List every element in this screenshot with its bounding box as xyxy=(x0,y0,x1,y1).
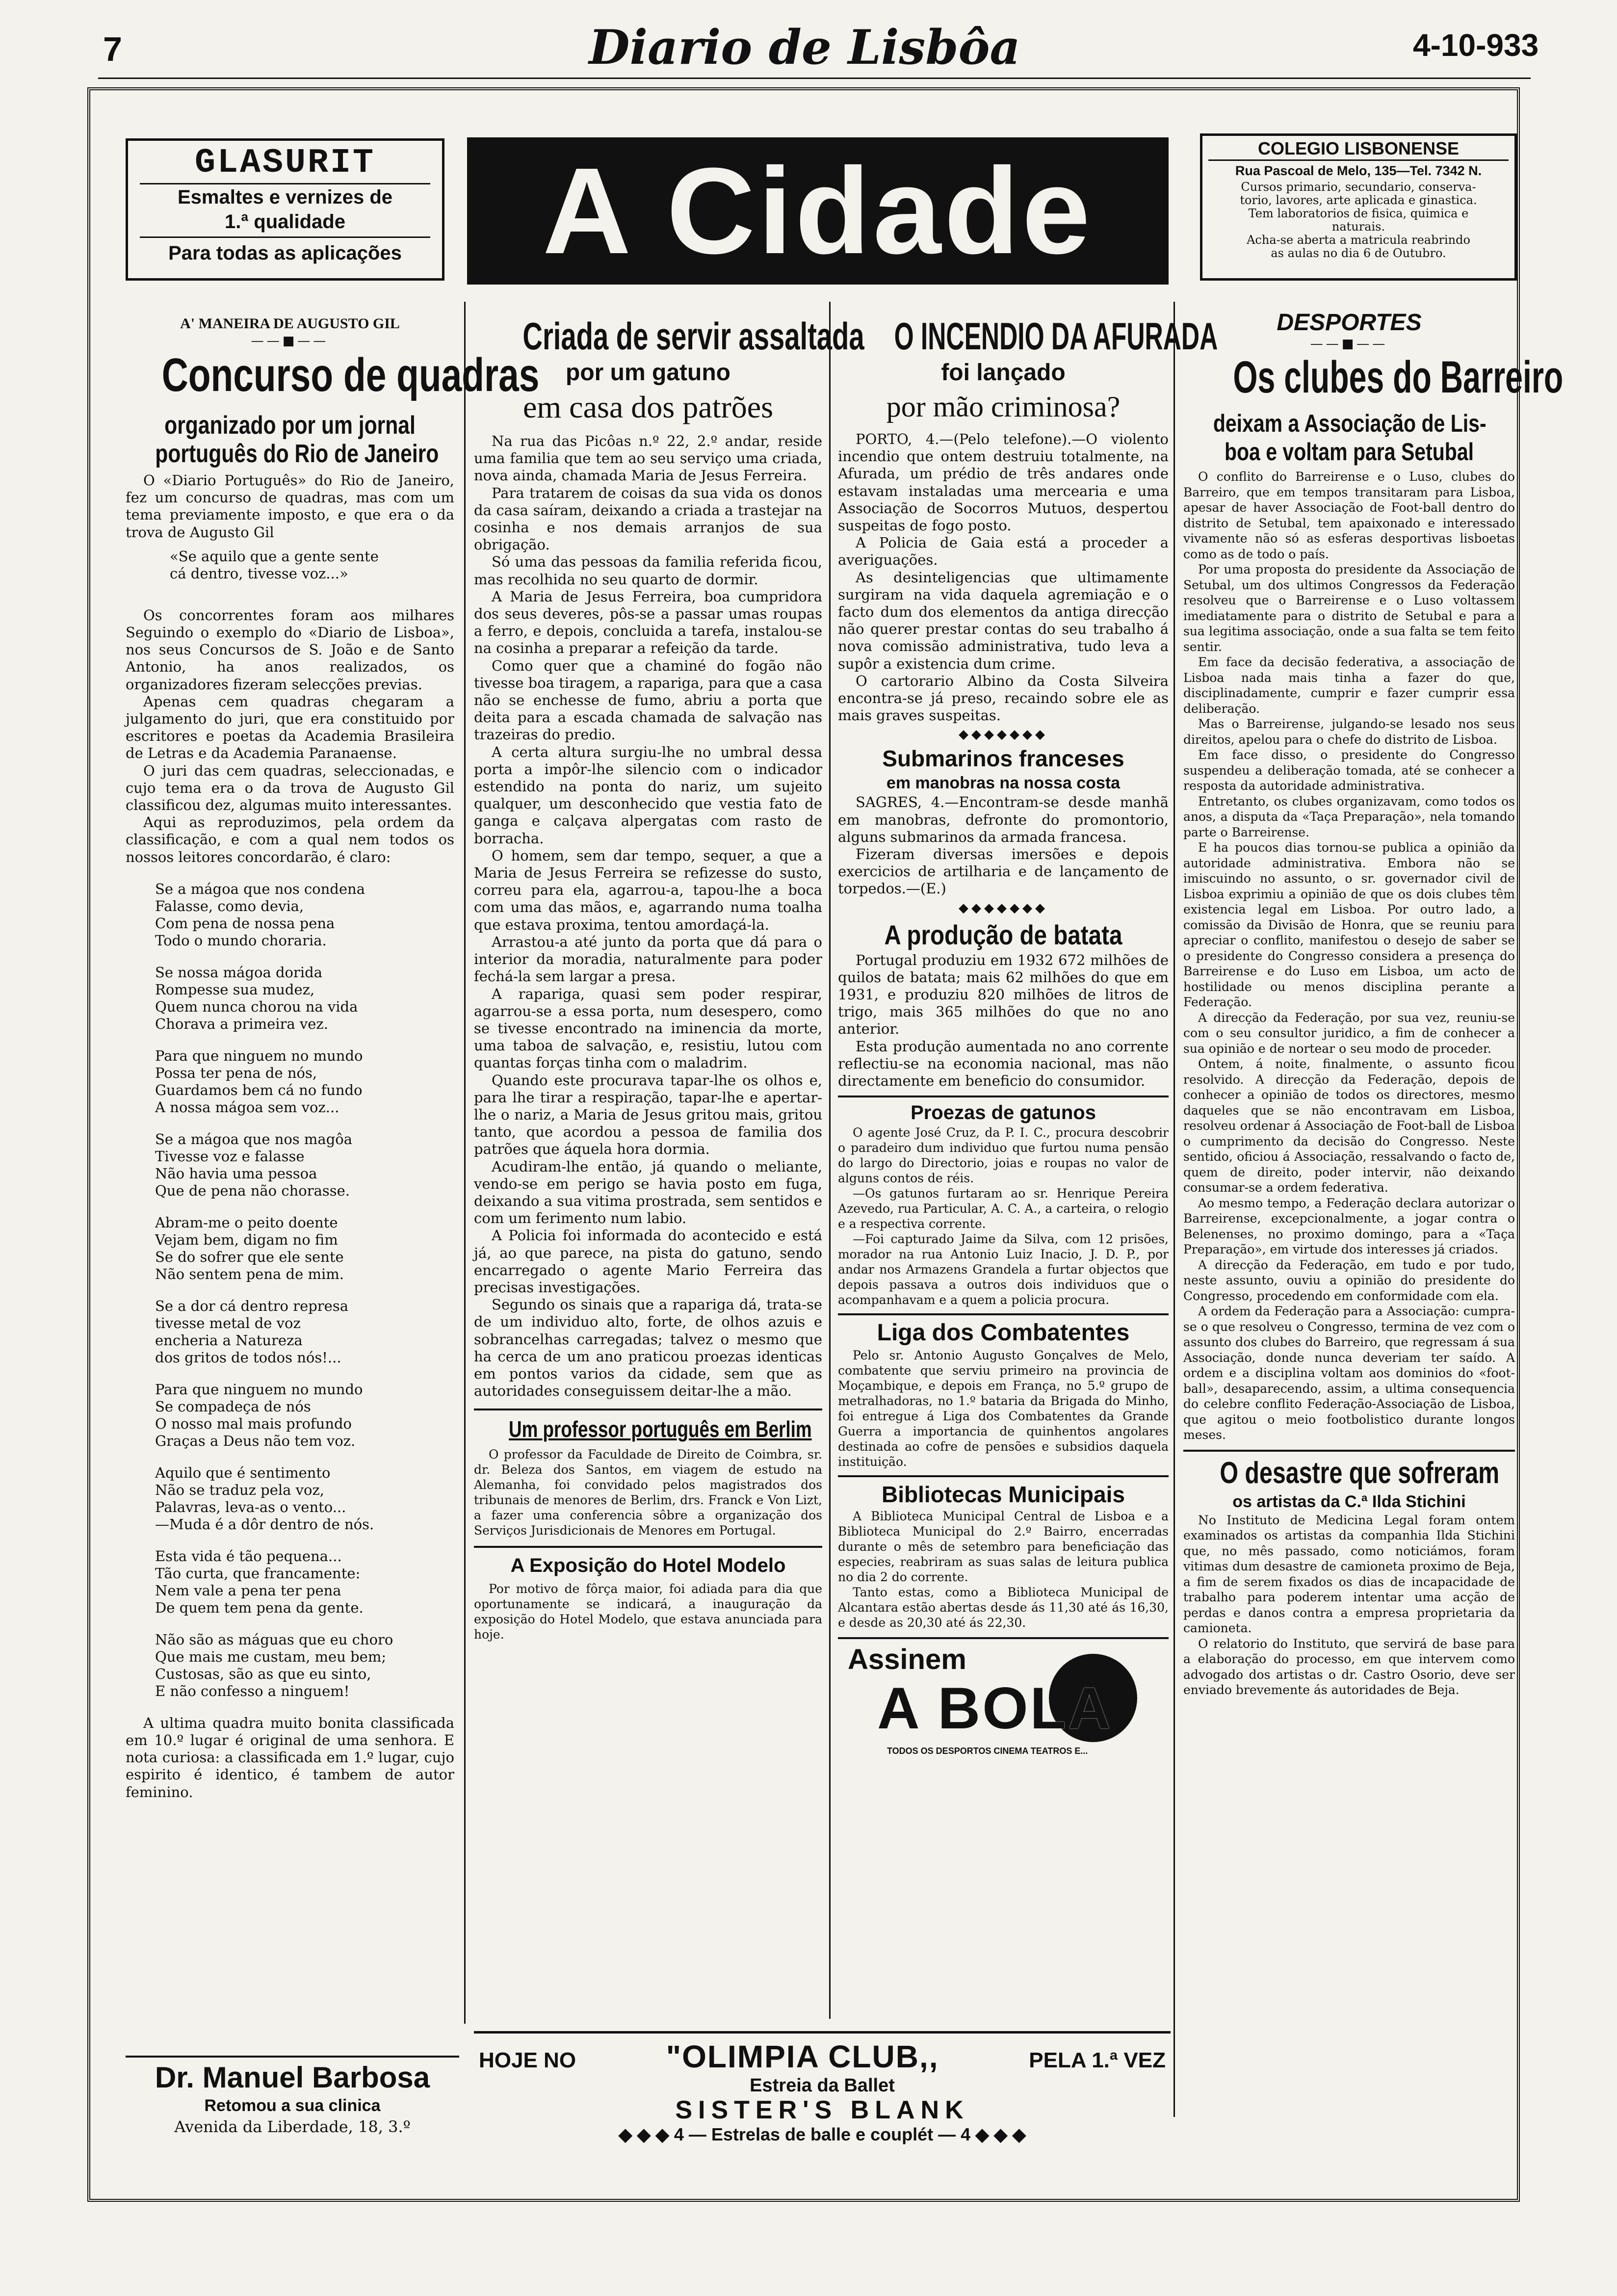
liga-text: Pelo sr. Antonio Augusto Gonçalves de Melo, combatente que serviu primeiro na provincia de Moçambique, e depois em França, no 5.º grupo de metralhadoras, no 1.º bataria da Brigada do Minho, foi entregue á Liga dos Combatentes da Grande Guerra a importancia de quinhentos angolares destinada ao cofre de pensões e subsidios daquela instituição. xyxy=(838,1348,1169,1469)
article-barreiro xyxy=(1183,309,1564,1698)
deck: por um gatuno xyxy=(566,360,730,386)
olimpia-left: HOJE NO xyxy=(479,2048,576,2072)
ad-bola xyxy=(838,1644,1169,1772)
article-criada xyxy=(474,314,864,1642)
paragraph: Quando este procurava tapar-lhe os olhos e, para lhe tirar a respiração, tapar-lhe e apertar-lhe o nariz, a Maria de Jesus gritou mais, gritou tanto, que acordou a pessoa de familia dos patrões que áquela hora dormia. xyxy=(474,1071,822,1158)
closing: A ultima quadra muito bonita classificada em 10.º lugar é original de uma senhora. E nota curiosa: a classificada em 1.º lugar, cujo espirito é identico, é tambem de autor feminino. xyxy=(126,1714,454,1800)
ad-olimpia xyxy=(474,2031,1171,2144)
liga-headline: Liga dos Combatentes xyxy=(877,1320,1130,1346)
quadra: Se a mágoa que nos magôa Tivesse voz e falasse Não havia uma pessoa Que de pena não chorasse. xyxy=(155,1130,353,1199)
paragraph: Para tratarem de coisas da sua vida os donos da casa saíram, deixando a criada a trastejar na cosinha e nos demais arranjos de sua obrigação. xyxy=(474,484,822,553)
batata-headline: A produção de batata xyxy=(884,919,1122,950)
headline: O INCENDIO DA AFURADA xyxy=(894,314,1218,358)
paragraph: Em face da decisão federativa, a associação de Lisboa nada mais tinha a fazer do que, disciplinadamente, cumprir e fazer cumprir essa deliberação. xyxy=(1183,655,1515,716)
deck: por mão criminosa? xyxy=(886,391,1121,423)
section-banner xyxy=(467,137,1169,285)
column-divider xyxy=(464,302,466,2024)
paragraph: PORTO, 4.—(Pelo telefone).—O violento incendio que ontem destruiu totalmente, na Afurada, um prédio de três andares onde estavam instaladas uma mercearia e uma Associação de Socorros Mutuos, despertou suspeitas de fogo posto. xyxy=(838,431,1169,534)
quadra: Esta vida é tão pequena... Tão curta, que francamente: Nem vale a pena ter pena De quem tem pena da gente. xyxy=(155,1547,364,1616)
ornament: ——■—— xyxy=(251,334,329,348)
paragraph: Esta produção aumentada no ano corrente reflectiu-se na economia nacional, mas não directamente em beneficio do consumidor. xyxy=(838,1038,1169,1090)
section-label: DESPORTES xyxy=(1277,310,1422,336)
colegio-line: naturais. xyxy=(1331,220,1385,234)
section-title: A Cidade xyxy=(542,142,1094,279)
paragraph: Na rua das Picôas n.º 22, 2.º andar, reside uma familia que tem ao seu serviço uma criada, nova ainda, chamada Maria de Jesus Ferreira. xyxy=(474,433,822,484)
paragraph: Os concorrentes foram aos milhares Seguindo o exemplo do «Diario de Lisboa», nos seus Concursos de S. João e de Santo Antonio, ha anos realizados, os organizadores fizeram selecções previas. xyxy=(126,606,454,693)
barbosa-name: Dr. Manuel Barbosa xyxy=(155,2061,430,2094)
paragraph: Arrastou-a até junto da porta que dá para o interior da moradia, naturalmente para poder fechá-la sem largar a presa. xyxy=(474,933,822,985)
headline: Criada de servir assaltada xyxy=(522,314,864,358)
desastre-headline: O desastre que sofreram xyxy=(1220,1456,1500,1490)
ornament: ◆◆◆◆◆◆◆ xyxy=(959,900,1048,915)
ad-glasurit xyxy=(126,138,444,281)
ad-colegio xyxy=(1200,133,1517,281)
ornament: ——■—— xyxy=(1310,337,1388,351)
paragraph: Portugal produziu em 1932 672 milhões de quilos de batata; mais 62 milhões do que em 1931, e produziu 820 milhões de litros de trigo, mais 365 milhões do que no ano anterior. xyxy=(838,951,1169,1038)
olimpia-line4: ◆ ◆ ◆ 4 — Estrelas de balle e couplét — 4 ◆ ◆ ◆ xyxy=(618,2124,1026,2144)
glasurit-line2: 1.ª qualidade xyxy=(225,211,345,233)
paragraph: A Policia de Gaia está a proceder a averiguações. xyxy=(838,534,1169,569)
paragraph: A Biblioteca Municipal Central de Lisboa e a Biblioteca Municipal do 2.º Bairro, encerradas durante o mês de setembro para beneficiação das especies, reabriram as suas salas de leitura publica no dia 2 do corrente. xyxy=(838,1509,1169,1585)
olimpia-line2: Estreia da Ballet xyxy=(750,2075,895,2096)
bola-name: A BOLA xyxy=(877,1675,1113,1742)
masthead: Diario de Lisbôa xyxy=(589,20,1020,75)
paragraph: As desinteligencias que ultimamente surgiram na vida daquela agremiação e o facto dum dos elementos da antiga direcção não querer prestar contas do seu trabalho á nova comissão administrativa, tudo leva a supôr a existencia dum crime. xyxy=(838,569,1169,672)
column-divider xyxy=(1174,302,1175,2117)
paragraph: No Instituto de Medicina Legal foram ontem examinados os artistas da companhia Ilda Stichini que, no mês passado, como noticiámos, foram vitimas dum desastre de camioneta proximo de Beja, a fim de serem fixados os dias de incapacidade de trabalho para poderem intentar uma acção de perdas e danos contra a empresa proprietaria da camioneta. xyxy=(1183,1513,1515,1635)
olimpia-name: "OLIMPIA CLUB,, xyxy=(666,2039,939,2074)
paragraph: O relatorio do Instituto, que servirá de base para a elaboração do processo, em que intervem como advogado dos artistas o dr. Castro Osorio, deve ser enviado brevemente ás autoridades de Beja. xyxy=(1183,1636,1515,1697)
quadra: Não são as máguas que eu choro Que mais me custam, meu bem; Custosas, são as que eu sinto, E não confesso a ninguem! xyxy=(155,1631,393,1699)
paragraph: A Maria de Jesus Ferreira, boa cumpridora dos seus deveres, pôs-se a passar umas roupas a ferro, e depois, concluida a tarefa, instalou-se na cosinha a preparar a refeição da tarde. xyxy=(474,588,822,657)
quadra: Aquilo que é sentimento Não se traduz pela voz, Palavras, leva-as o vento... —Muda é a dôr dentro de nós. xyxy=(155,1464,374,1533)
quadra: Se nossa mágoa dorida Rompesse sua mudez, Quem nunca chorou na vida Chorava a primeira vez. xyxy=(155,964,358,1032)
divider xyxy=(126,2056,459,2058)
column-divider xyxy=(829,302,831,2019)
ad-barbosa xyxy=(126,2061,459,2137)
deck: deixam a Associação de Lis- xyxy=(1213,410,1487,437)
header-rule xyxy=(98,78,1531,79)
expo-headline: A Exposição do Hotel Modelo xyxy=(510,1555,786,1577)
bola-tagline: TODOS OS DESPORTOS CINEMA TEATROS E... xyxy=(887,1746,1088,1756)
olimpia-line3: SISTER'S BLANK xyxy=(675,2096,969,2124)
deck: foi lançado xyxy=(941,360,1066,386)
paragraph: Mas o Barreirense, julgando-se lesado nos seus direitos, apelou para o chefe do distrito de Lisboa. xyxy=(1183,717,1515,747)
prof-headline: Um professor português em Berlim xyxy=(509,1416,812,1442)
article-concurso xyxy=(126,314,540,1801)
paragraph: O juri das cem quadras, seleccionadas, e cujo tema era o da trova de Augusto Gil classificou dez, algumas muito interessantes. xyxy=(126,762,454,814)
issue-date: 4-10-933 xyxy=(1413,27,1539,63)
paragraph: Por uma proposta do presidente da Associação de Setubal, um dos ultimos Congressos da Federação resolveu que o Barreirense e o Luso voltassem imediatamente para o distrito de Setubal e para a sua legitima associação, onde a sua falta se tem feito sentir. xyxy=(1183,562,1515,654)
paragraph: A direcção da Federação, em tudo e por tudo, neste assunto, ouviu a opinião do presidente do Congresso, procedendo em conformidade com ela. xyxy=(1183,1257,1515,1303)
expo-text: Por motivo de fôrça maior, foi adiada para dia que oportunamente se indicará, a inauguração da exposição do Hotel Modelo, que estava anunciada para hoje. xyxy=(474,1582,822,1642)
paragraph: A ordem da Federação para a Associação: cumpra-se o que resolveu o Congresso, termina de vez com o assunto dos clubes do Barreiro, que regressam á sua Associação, donde nunca deveriam ter saído. A ordem e a disciplina voltam aos dominios do «foot-ball», desaparecendo, assim, a ultima consequencia do celebre conflito Federação-Associação de Lisboa, que agitou o meio footbolistico durante longos meses. xyxy=(1183,1304,1515,1442)
colegio-line: as aulas no dia 6 de Outubro. xyxy=(1271,246,1446,260)
quadra: Se a dor cá dentro represa tivesse metal de voz encheria a Natureza dos gritos de todos nós!... xyxy=(155,1297,348,1366)
paragraph: E ha poucos dias tornou-se publica a opinião da autoridade administrativa. Embora não se imiscuindo no assunto, o sr. governador civil de Lisboa exprimiu a opinião de que os dois clubes têm existencia legal em Lisboa. Por outro lado, a comissão da Divisão de Honra, que se reuniu para apreciar o conflito, manifestou o desejo de saber se o presidente do Congresso considera a presença do Barreirense e do Luso em Lisboa, um acto de hostilidade ou menos disciplina perante a Federação. xyxy=(1183,840,1515,1009)
glasurit-line1: Esmaltes e vernizes de xyxy=(177,186,393,208)
deck: boa e voltam para Setubal xyxy=(1224,438,1474,466)
colegio-line: Tem laboratorios de fisica, quimica e xyxy=(1248,207,1469,220)
headline: Os clubes do Barreiro xyxy=(1233,352,1564,402)
paragraph: —Os gatunos furtaram ao sr. Henrique Pereira Azevedo, rua Particular, A. C. A., a carteira, o relogio e a respectiva corrente. xyxy=(838,1186,1169,1231)
intro: O «Diario Português» do Rio de Janeiro, fez um concurso de quadras, mas com um tema previamente imposto, e que era o da trova de Augusto Gil xyxy=(126,472,454,541)
paragraph: O conflito do Barreirense e o Luso, clubes do Barreiro, que em tempos transitaram para Lisboa, apesar de haver Associação de Foot-ball dentro do distrito de Setubal, tem apaixonado e interessado vivamente não só as esferas desportivas lisboetas como as de todo o país. xyxy=(1183,470,1515,561)
colegio-address: Rua Pascoal de Melo, 135—Tel. 7342 N. xyxy=(1235,163,1482,178)
proezas-headline: Proezas de gatunos xyxy=(911,1102,1096,1124)
paragraph: SAGRES, 4.—Encontram-se desde manhã em manobras, defronte do promontorio, alguns submarinos da armada francesa. xyxy=(838,794,1169,845)
sub-headline: Submarinos franceses xyxy=(882,746,1124,772)
paragraph: A certa altura surgiu-lhe no umbral dessa porta a impôr-lhe silencio com o indicador estendido na ponta do nariz, um sujeito qualquer, um desconhecido que vestia fato de ganga e calçava alpergatas com rasto de borracha. xyxy=(474,743,822,847)
paragraph: Acudiram-lhe então, já quando o meliante, vendo-se em perigo se havia posto em fuga, deixando a sua vitima prostrada, sem sentidos e com um ferimento num labio. xyxy=(474,1158,822,1227)
deck: organizado por um jornal xyxy=(164,411,416,440)
paragraph: Segundo os sinais que a rapariga dá, trata-se de um individuo alto, forte, de olhos azuis e sobrancelhas carregadas; talvez o mesmo que ha cerca de um ano praticou proezas identicas em pontos varios da cidade, sem que as autoridades conseguissem deitar-lhe a mão. xyxy=(474,1296,822,1400)
paragraph: Só uma das pessoas da familia referida ficou, mas recolhida no seu quarto de dormir. xyxy=(474,553,822,588)
paragraph: Fizeram diversas imersões e depois exercicios de artilharia e de lançamento de torpedos.—(E.) xyxy=(838,846,1169,897)
paragraph: O cartorario Albino da Costa Silveira encontra-se já preso, recaindo sobre ele as mais graves suspeitas. xyxy=(838,672,1169,724)
quadra: Abram-me o peito doente Vejam bem, digam no fim Se do sofrer que ele sente Não sentem pena de mim. xyxy=(155,1214,344,1282)
paragraph: Ao mesmo tempo, a Federação declara autorizar o Barreirense, excepcionalmente, a jogar contra o Belenenses, no proximo domingo, para a «Taça Preparação», em virtude dos interesses já criados. xyxy=(1183,1196,1515,1256)
desastre-deck: os artistas da C.ª Ilda Stichini xyxy=(1232,1492,1466,1511)
paragraph: Entretanto, os clubes organizavam, como todos os anos, a disputa da «Taça Preparação», nela tomando parte o Barreirense. xyxy=(1183,794,1515,839)
barbosa-line1: Retomou a sua clinica xyxy=(204,2096,381,2115)
ornament: ◆◆◆◆◆◆◆ xyxy=(959,727,1048,742)
paragraph: —Foi capturado Jaime da Silva, com 12 prisões, morador na rua Antonio Luiz Inacio, J. D. P., por andar nos Armazens Grandela a furtar objectos que depois passava a outros dois individuos que o acompanhavam e a quem a policia procura. xyxy=(838,1232,1169,1307)
quadra: Para que ninguem no mundo Se compadeça de nós O nosso mal mais profundo Graças a Deus não tem voz. xyxy=(155,1381,363,1449)
paragraph: A rapariga, quasi sem poder respirar, agarrou-se a essa porta, num desespero, como se tivesse encontrado na iminencia da morte, uma taboa de salvação, e, resistiu, lutou com quantas forças tinha com o maladrim. xyxy=(474,985,822,1071)
bib-headline: Bibliotecas Municipais xyxy=(882,1482,1125,1508)
colegio-line: Cursos primario, secundario, conserva- xyxy=(1241,180,1476,194)
paragraph: Aqui as reproduzimos, pela ordem da classificação, e com a qual nem todos os nossos leitores concordarão, é claro: xyxy=(126,814,454,865)
paragraph: Apenas cem quadras chegaram a julgamento do juri, que era constituido por escritores e poetas da Academia Brasileira de Letras e da Academia Paranaense. xyxy=(126,693,454,762)
paragraph: A Policia foi informada do acontecido e está já, ao que parece, na pista do gatuno, sendo encarregado o agente Mario Ferreira das precisas investigações. xyxy=(474,1227,822,1296)
epigraph: «Se aquilo que a gente sente cá dentro, tivesse voz...» xyxy=(170,548,379,582)
kicker: A' MANEIRA DE AUGUSTO GIL xyxy=(180,315,400,332)
colegio-line: Acha-se aberta a matricula reabrindo xyxy=(1247,233,1470,247)
quadra: Para que ninguem no mundo Possa ter pena de nós, Guardamos bem cá no fundo A nossa mágoa sem voz... xyxy=(155,1047,363,1116)
olimpia-right: PELA 1.ª VEZ xyxy=(1029,2048,1166,2072)
article-afurada xyxy=(838,314,1218,1772)
headline: Concurso de quadras xyxy=(161,349,540,401)
paragraph: Como quer que a chaminé do fogão não tivesse boa tiragem, a rapariga, para que a casa não se enchesse de fumo, abriu a porta que deita para a escada chamada de salvação nas trazeiras do predio. xyxy=(474,657,822,743)
paragraph: Em face disso, o presidente do Congresso suspendeu a deliberação tomada, até se conhecer a resposta da autoridade administrativa. xyxy=(1183,748,1515,793)
deck: português do Rio de Janeiro xyxy=(155,440,439,468)
paragraph: Tanto estas, como a Biblioteca Municipal de Alcantara estão abertas desde ás 11,30 até ás 16,30, e desde as 20,30 até ás 22,30. xyxy=(838,1585,1169,1630)
colegio-name: COLEGIO LISBONENSE xyxy=(1208,138,1509,161)
quadra: Se a mágoa que nos condena Falasse, como devia, Com pena de nossa pena Todo o mundo choraria. xyxy=(155,880,365,949)
paragraph: Ontem, á noite, finalmente, o assunto ficou resolvido. A direcção da Federação, depois de conhecer a opinião de todos os directores, mesmo daqueles que se não encontravam em Lisboa, resolveu ordenar á Associação de Foot-ball de Lisboa o cumprimento da decisão do Congresso. Neste sentido, oficiou á Associação, ressalvando o facto de, quem de direito, poder intervir, não deixando consumar-se a ordem federativa. xyxy=(1183,1057,1515,1195)
barbosa-line2: Avenida da Liberdade, 18, 3.º xyxy=(174,2117,411,2136)
paragraph: A direcção da Federação, por sua vez, reuniu-se com o seu consultor juridico, a fim de conhecer a sua opinião e de nortear o seu modo de proceder. xyxy=(1183,1010,1515,1056)
colegio-line: torio, lavores, arte aplicada e ginastica. xyxy=(1240,193,1477,207)
sub-deck: em manobras na nossa costa xyxy=(886,774,1121,793)
page-number: 7 xyxy=(103,30,122,68)
glasurit-line3: Para todas as aplicações xyxy=(168,242,402,264)
glasurit-brand: GLASURIT xyxy=(194,144,376,183)
bola-top: Assinem xyxy=(848,1644,966,1676)
paragraph: O homem, sem dar tempo, sequer, a que a Maria de Jesus Ferreira se refizesse do susto, correu para ela, agarrou-a, tapou-lhe a boca com uma das mãos, e, agarrando numa toalha que estava proxima, tentou amordaçá-la. xyxy=(474,847,822,933)
paragraph: O agente José Cruz, da P. I. C., procura descobrir o paradeiro dum individuo que furtou numa pensão do largo do Directorio, joias e roupas no valor de alguns contos de réis. xyxy=(838,1125,1169,1186)
prof-text: O professor da Faculdade de Direito de Coimbra, sr. dr. Beleza dos Santos, em viagem de estudo na Alemanha, foi convidado pelos magistrados dos tribunais de menores de Berlim, drs. Franck e Von Lizt, a fazer uma conferencia sôbre a organização dos Serviços Jurisdicionais de Menores em Portugal. xyxy=(474,1447,822,1538)
deck: em casa dos patrões xyxy=(522,390,774,424)
